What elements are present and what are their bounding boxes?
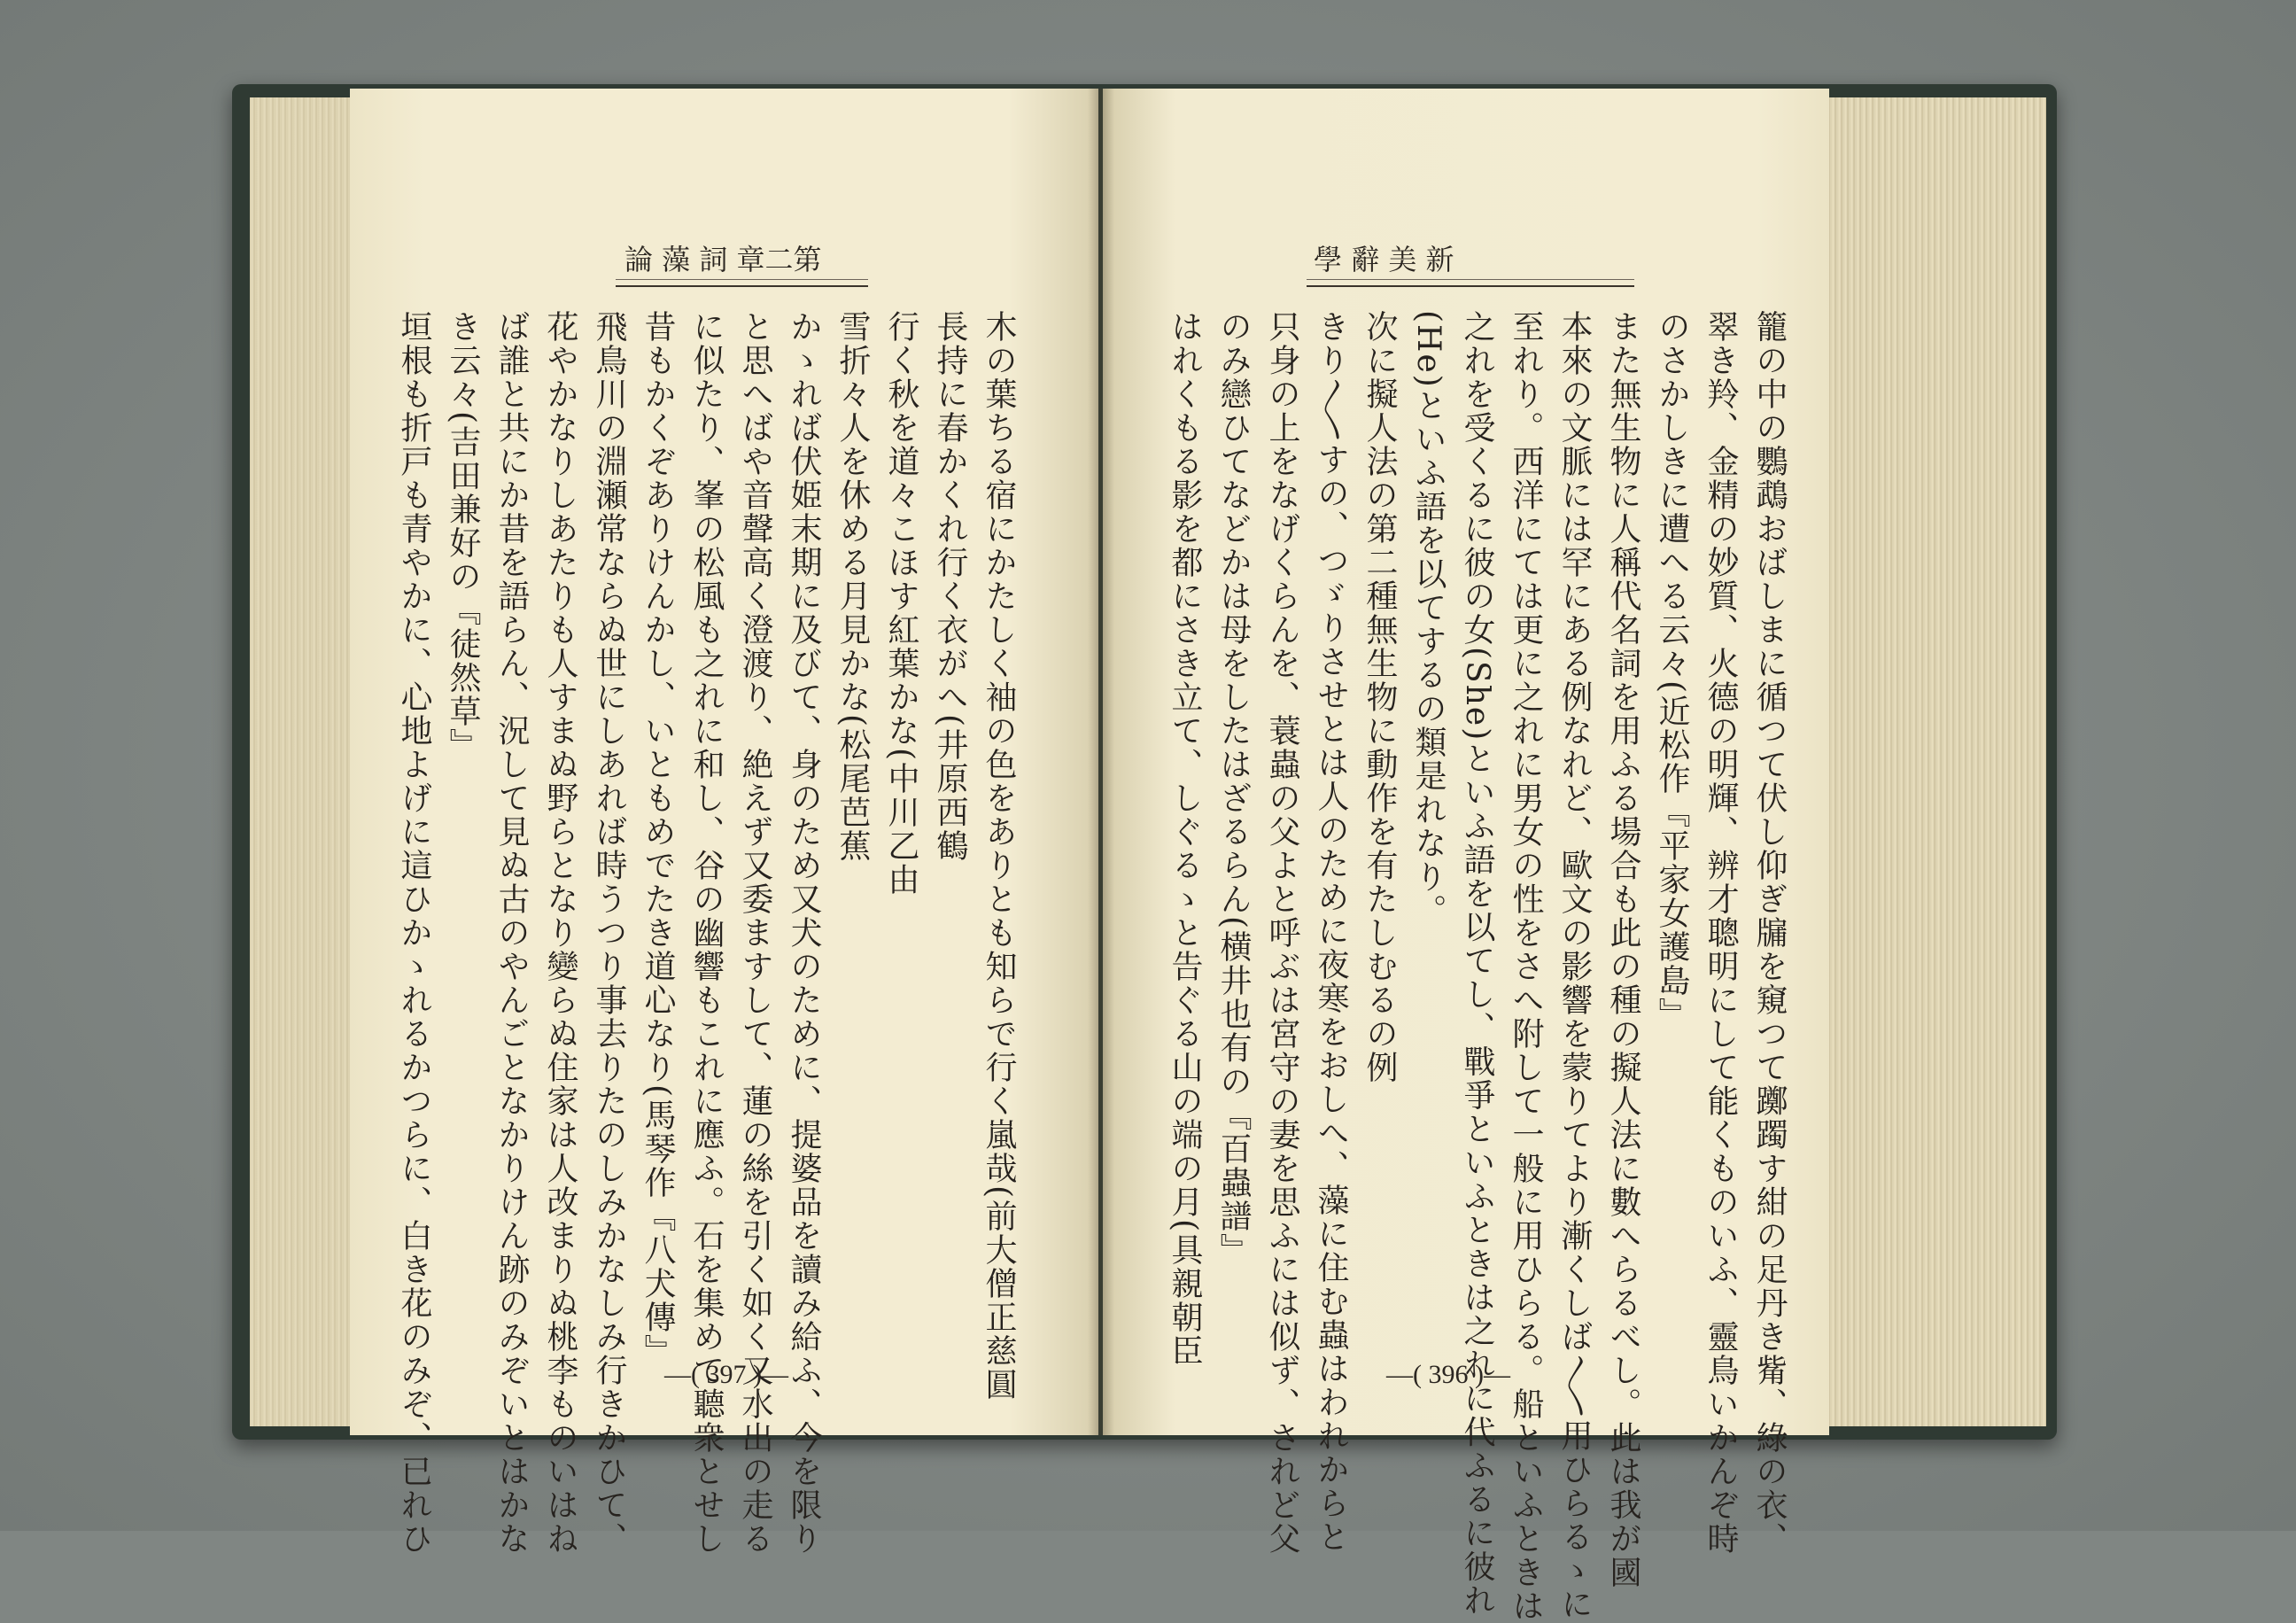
text-line: と思へばや音聲高く澄渡り、絶えず又委ますして、蓮の絲を引く如く又水出の走る: [737, 310, 773, 1556]
text-line: 花やかなりしあたりも人すまぬ野らとなり變らぬ住家は人改まりぬ桃李ものいはね: [542, 310, 578, 1556]
text-line: 翠き羚、金精の妙質、火德の明輝、辨才聰明にして能くものいふ、靈鳥いかんぞ時: [1703, 310, 1739, 1556]
page-number: —( 397 )—: [664, 1360, 788, 1389]
text-line: のみ戀ひてなどかは母をしたはざるらん(横井也有の『百蟲譜』: [1215, 310, 1252, 1268]
text-line: 行く秋を道々こほす紅葉かな(中川乙由: [883, 310, 919, 897]
running-header: 學 辭 美 新: [1314, 243, 1454, 276]
page-number: —( 396 )—: [1386, 1360, 1510, 1389]
text-line: きり〳〵すの、つゞりさせとは人のために夜寒をおしへ、藻に住む蟲はわれからと: [1313, 310, 1349, 1554]
text-line: はれくもる影を都にさき立て、しぐるゝと告ぐる山の端の月(具親朝臣: [1167, 310, 1203, 1369]
text-line: のさかしきに遭へる云々(近松作『平家女護島』: [1654, 310, 1690, 1032]
page-stack-right: [1825, 97, 2046, 1426]
text-line: また無生物に人稱代名詞を用ふる場合も此の種の擬人法に數へらるべし。此は我が國: [1605, 310, 1641, 1589]
text-line: 長持に春かくれ行く衣がへ(井原西鶴: [932, 310, 968, 864]
text-line: 至れり。西洋にては更に之れに男女の性をさへ附して一般に用ひらる。船といふときは: [1508, 310, 1544, 1623]
text-line: 本來の文脈には罕にある例なれど、歐文の影響を蒙りてより漸くしば〳〵用ひらるゝに: [1556, 310, 1593, 1621]
text-line: かゝれば伏姫末期に及びて、身のため又犬のために、提婆品を讀み給ふ、今を限り: [786, 310, 822, 1556]
text-line: 飛鳥川の淵瀬常ならぬ世にしあれば時うつり事去りたのしみかなしみ行きかひて、: [591, 310, 627, 1556]
text-line: き云々(吉田兼好の『徒然草』: [445, 310, 481, 763]
header-rule: [616, 279, 868, 287]
running-header: 論 藻 詞 章二第: [624, 243, 822, 276]
text-line: 垣根も折戸も青やかに、心地よげに這ひかゝれるかつらに、白き花のみぞ、已れひ: [396, 310, 432, 1556]
book-gutter: [1088, 89, 1114, 1435]
page-stack-left: [250, 97, 356, 1426]
text-line: に似たり、峯の松風も之れに和し、谷の幽響もこれに應ふ。石を集めて聽衆とせし: [688, 310, 725, 1556]
text-line: 只身の上をなげくらんを、蓑蟲の父よと呼ぶは宮守の妻を思ふには似ず、されど父: [1264, 310, 1300, 1556]
text-line: 之れを受くるに彼の女(She)といふ語を以てし、戰爭といふときは之れに代ふるに彼れ: [1459, 310, 1495, 1618]
text-line: 次に擬人法の第二種無生物に動作を有たしむるの例: [1361, 310, 1398, 1084]
left-page: [350, 89, 1098, 1556]
text-line: 雪折々人を休める月見かな(松尾芭蕉: [834, 310, 871, 864]
text-line: (He)といふ語を以てするの類是れなり。: [1410, 310, 1447, 928]
text-line: 昔もかくぞありけんかし、いともめでたき道心なり(馬琴作『八犬傳』: [640, 310, 676, 1369]
right-page: [1103, 89, 1829, 1623]
text-line: 籠の中の鸚鵡おばしまに循つて伏し仰ぎ牖を窺つて躑躅す紺の足丹き觜、綠の衣、: [1751, 310, 1788, 1556]
text-line: 木の葉ちる宿にかたしく袖の色をありとも知らで行く嵐哉(前大僧正慈圓: [981, 310, 1017, 1402]
header-rule: [1307, 279, 1634, 287]
text-line: ば誰と共にか昔を語らん、況して見ぬ古のやんごとなかりけん跡のみぞいとはかな: [493, 310, 530, 1556]
